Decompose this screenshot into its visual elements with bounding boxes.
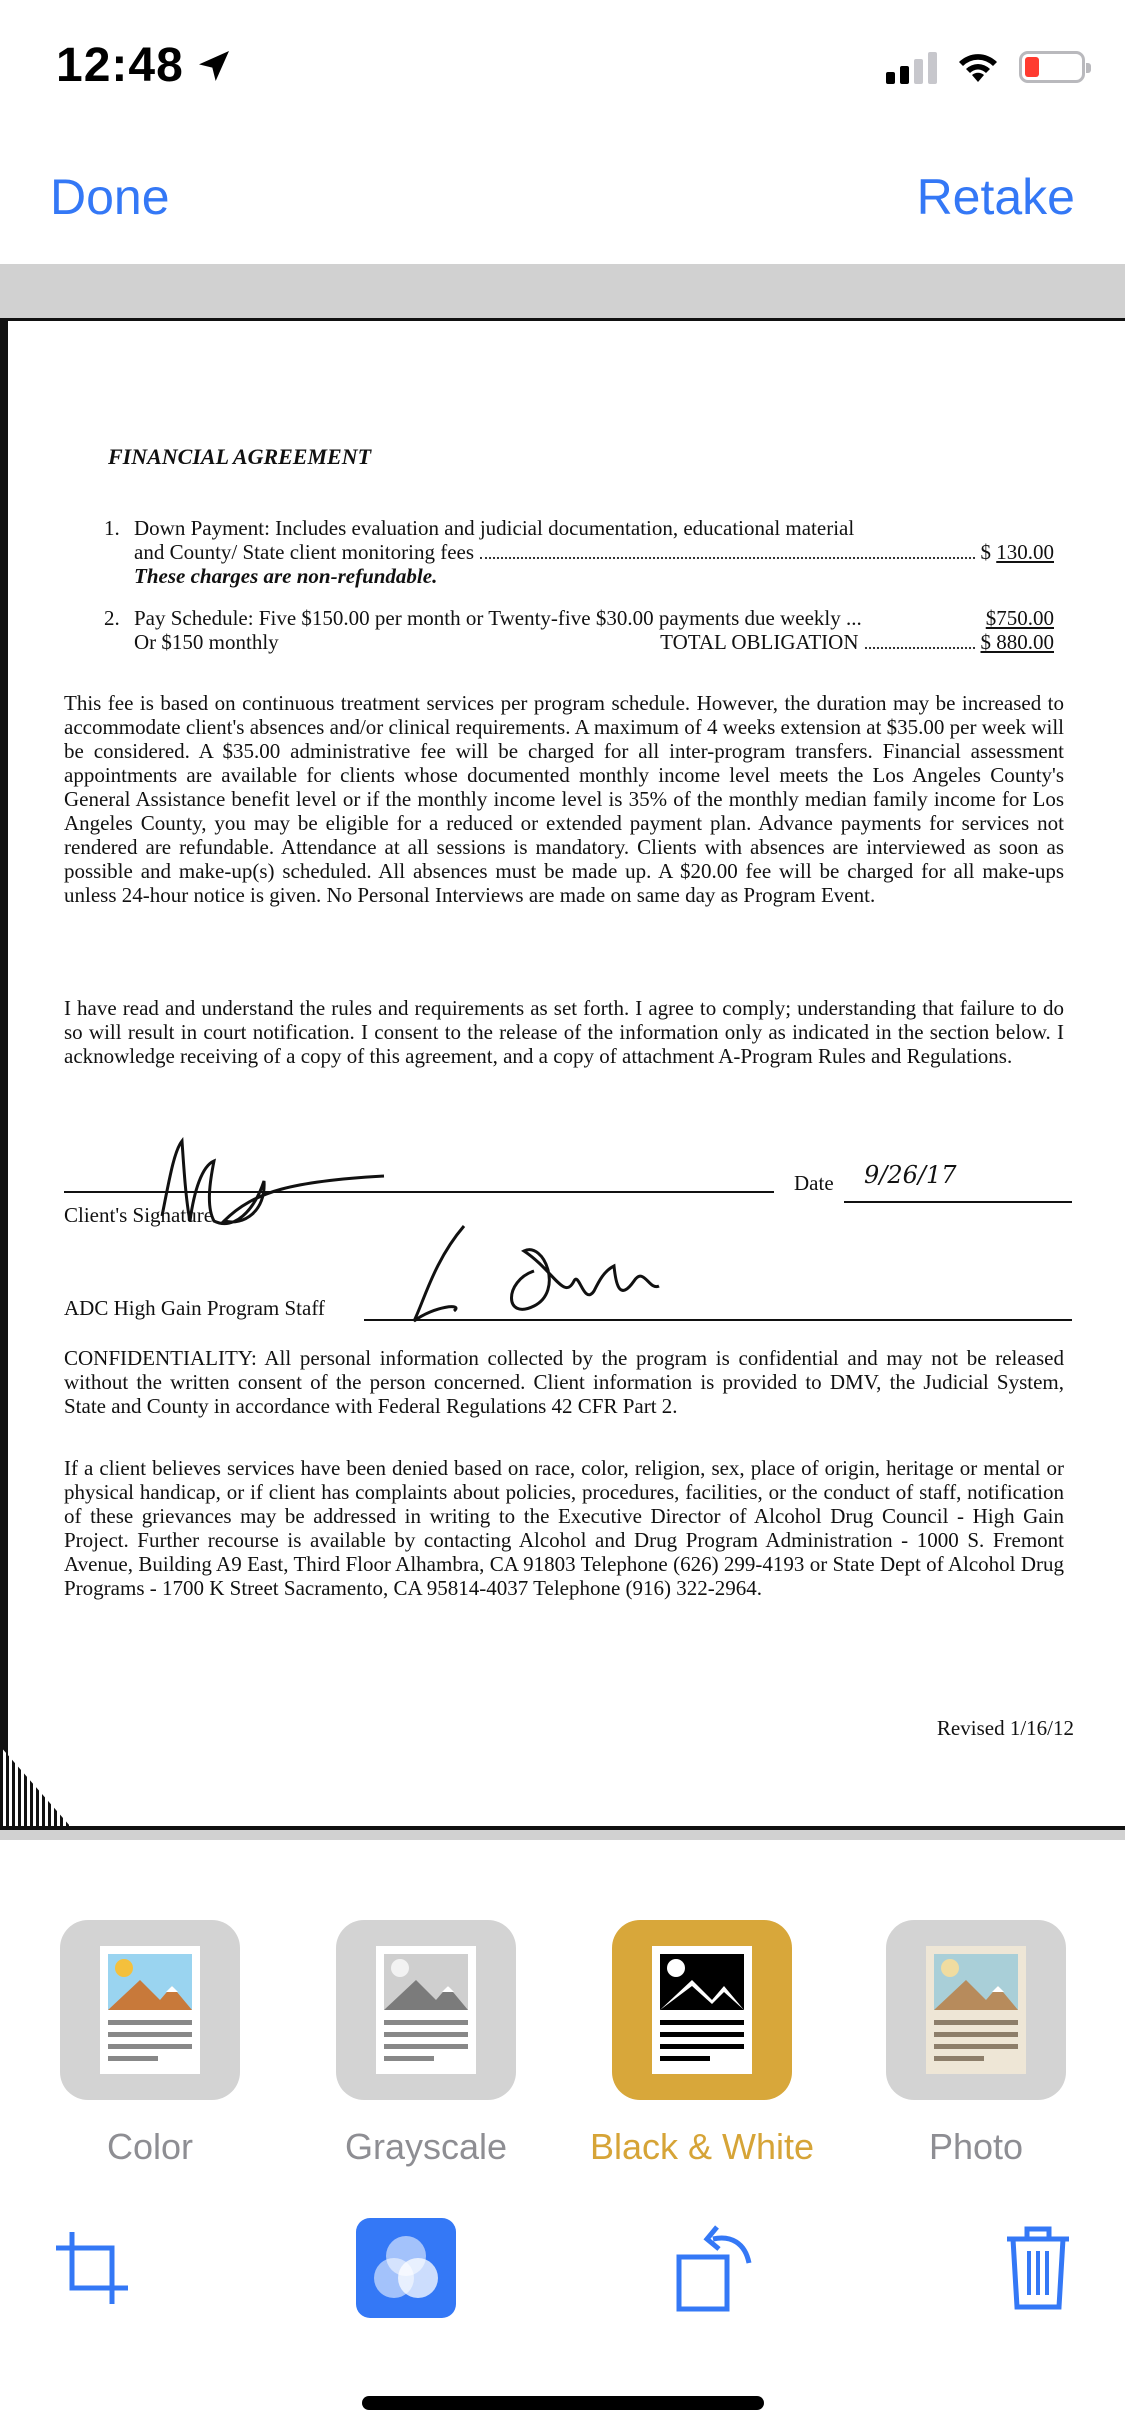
item-text xyxy=(134,606,1054,654)
grayscale-document-icon xyxy=(376,1946,476,2074)
battery-level xyxy=(1025,57,1039,77)
filter-tile[interactable] xyxy=(886,1920,1066,2100)
pay-schedule-amount: $750.00 xyxy=(985,606,1054,630)
item-line-2: and County/ State client monitoring fees xyxy=(134,540,475,564)
status-indicators xyxy=(886,50,1085,84)
non-refundable-note: These charges are non-refundable. xyxy=(134,564,438,588)
color-document-icon xyxy=(100,1946,200,2074)
cellular-signal-icon xyxy=(886,50,937,84)
battery-low-icon xyxy=(1019,51,1085,83)
status-bar xyxy=(0,0,1125,132)
photo-document-icon xyxy=(926,1946,1026,2074)
date-label: Date xyxy=(794,1171,834,1195)
page-corner-noise xyxy=(0,1746,70,1826)
filter-label: Grayscale xyxy=(344,2126,508,2167)
page-edge-shadow xyxy=(0,321,8,1826)
crop-icon xyxy=(54,2230,130,2306)
filter-label: Color xyxy=(106,2126,194,2167)
total-label: TOTAL OBLIGATION xyxy=(660,630,859,654)
item-down-payment xyxy=(104,516,1054,596)
item-number: 1. xyxy=(104,516,120,540)
client-signature-label: Client's Signature xyxy=(64,1203,214,1227)
crop-button[interactable] xyxy=(42,2218,142,2318)
status-time: 12:48 xyxy=(56,39,184,92)
black-white-document-icon xyxy=(652,1946,752,2074)
item-pay-schedule xyxy=(104,606,1054,666)
retake-button[interactable]: Retake xyxy=(916,169,1075,225)
filter-label: Photo xyxy=(928,2126,1024,2167)
location-arrow-icon xyxy=(194,46,234,86)
done-button[interactable]: Done xyxy=(50,169,170,225)
item-number: 2. xyxy=(104,606,120,630)
filter-tile[interactable] xyxy=(336,1920,516,2100)
filter-photo[interactable] xyxy=(886,1920,1066,2168)
filter-black-white[interactable] xyxy=(589,1920,815,2168)
acknowledgement-paragraph: I have read and understand the rules and requirements as set forth. I agree to comply; understanding that failure to do so will result in court notification. I consent to the release of the information only as indicated in the section below. I acknowledge receiving of a copy of this agreement, and a copy of attachment A-Program Rules and Regulations. xyxy=(64,996,1064,1068)
home-indicator[interactable] xyxy=(362,2396,764,2410)
filter-label: Black & White xyxy=(589,2126,815,2167)
monthly-option: Or $150 monthly xyxy=(134,630,279,654)
pay-schedule-row xyxy=(134,606,1054,630)
filter-tile[interactable] xyxy=(612,1920,792,2100)
document-title: FINANCIAL AGREEMENT xyxy=(108,444,372,469)
document-preview-area xyxy=(0,264,1125,1840)
filter-grayscale[interactable] xyxy=(336,1920,516,2168)
date-value: 9/26/17 xyxy=(864,1161,957,1189)
staff-signature-label: ADC High Gain Program Staff xyxy=(64,1296,325,1320)
grievance-paragraph: If a client believes services have been denied based on race, color, religion, sex, place of origin, heritage or mental or physical handicap, or if client has complaints about policies, procedures, facilities, or the conduct of staff, notification of these grievances may be addressed in writing to the Executive Director of Alcohol Drug Council - High Gain Project. Further recourse is available by contacting Alcohol and Drug Program Administration - 1000 S. Fremont Avenue, Building A9 East, Third Floor Alhambra, CA 91803 Telephone (626) 299-4193 or State Dept of Alcohol Drug Programs - 1700 K Street Sacramento, CA 95814-4037 Telephone (916) 322-2964. xyxy=(64,1456,1064,1600)
filters-button[interactable] xyxy=(356,2218,456,2318)
rotate-icon xyxy=(673,2223,759,2313)
fee-policy-paragraph: This fee is based on continuous treatment services per program schedule. However, the duration may be increased to accommodate client's absences and/or clinical requirements. A maximum of 4 weeks extension at $35.00 per week will be considered. A $35.00 administrative fee will be charged for all inter-program transfers. Financial assessment appointments are available for clients whose documented monthly income level meets the Los Angeles County's General Assistance benefit level or if the monthly income level is 35% of the monthly median family income for Los Angeles County, you may be eligible for a reduced or extended payment plan. Advance payments for services not rendered are refundable. Attendance at all sessions is mandatory. Clients with absences are interviewed as soon as possible and make-up(s) scheduled. All absences must be made up. A $20.00 fee will be charged for all make-ups unless 24-hour notice is given. No Personal Interviews are made on same day as Program Event. xyxy=(64,691,1064,907)
filter-tile[interactable] xyxy=(60,1920,240,2100)
filters-icon xyxy=(366,2228,446,2308)
item-text xyxy=(134,516,1054,588)
delete-button[interactable] xyxy=(988,2218,1088,2318)
scanned-document-page[interactable] xyxy=(0,318,1125,1830)
wifi-icon xyxy=(955,50,1001,84)
total-amount: $ 880.00 xyxy=(980,630,1054,654)
total-row xyxy=(134,630,1054,654)
dot-leader xyxy=(865,647,975,649)
bottom-toolbar xyxy=(0,2190,1125,2436)
revised-date: Revised 1/16/12 xyxy=(936,1716,1074,1740)
pay-schedule-line: Pay Schedule: Five $150.00 per month or Twenty-five $30.00 payments due weekly ... xyxy=(134,606,862,630)
status-time-group xyxy=(56,38,234,93)
filter-tray xyxy=(0,1840,1125,2190)
trash-icon xyxy=(1005,2225,1071,2311)
down-payment-amount: 130.00 xyxy=(996,540,1054,564)
staff-signature-mark xyxy=(394,1211,714,1341)
dot-leader xyxy=(480,557,974,559)
item-line-1: Down Payment: Includes evaluation and judicial documentation, educational material xyxy=(134,516,855,540)
rotate-button[interactable] xyxy=(666,2218,766,2318)
nav-bar xyxy=(0,132,1125,264)
amount-prefix: $ xyxy=(980,540,991,564)
confidentiality-paragraph: CONFIDENTIALITY: All personal information collected by the program is confidential and may not be released without the written consent of the person concerned. Client information is provided to DMV, the Judicial System, State and County in accordance with Federal Regulations 42 CFR Part 2. xyxy=(64,1346,1064,1418)
filter-color[interactable] xyxy=(60,1920,240,2168)
item-line-2-row xyxy=(134,540,1054,564)
date-line xyxy=(844,1201,1072,1203)
